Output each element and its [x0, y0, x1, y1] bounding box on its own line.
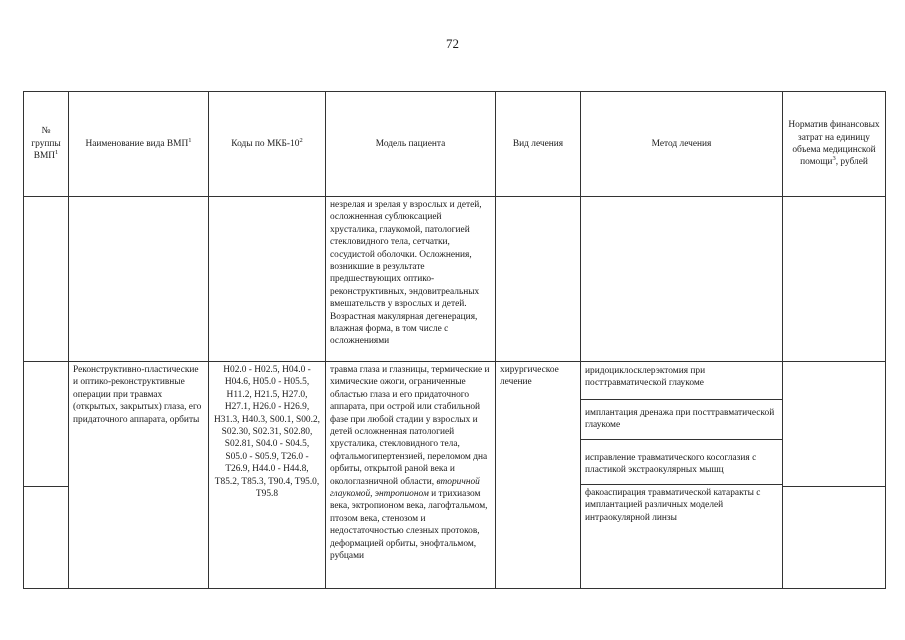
cell-financial-norm: [783, 362, 886, 589]
cell-treatment-methods: [581, 362, 783, 589]
header-row: [24, 92, 886, 197]
table-row-main: [24, 362, 886, 589]
header-treatment-type: Вид лечения: [496, 92, 581, 197]
cell-group-no: [24, 362, 69, 589]
method-item: исправление травматического косоглазия с пластикой экстраокулярных мышц: [581, 440, 782, 485]
cell-patient-model-continued: незрелая и зрелая у взрослых и детей, осложненная сублюксацией хрусталика, глаукомой, патологией стекловидного тела, сетчатки, сосудистой оболочки. Осложнения, возникшие в результате предшествующих оптико-реконструктивных, эндовитреальных вмешательств у взрослых и детей. Возрастная макулярная дегенерация, влажная форма, в том числе с осложнениями: [326, 197, 496, 362]
cell-empty: [496, 197, 581, 362]
cell-empty: [69, 197, 209, 362]
header-icd-codes: Коды по МКБ-$10^2$: [209, 92, 326, 197]
header-vmp-name: Наименование вида ВМП$^1$: [69, 92, 209, 197]
vmp-table: [23, 91, 886, 589]
cell-empty: [783, 197, 886, 362]
page-number: 72: [446, 36, 459, 51]
cell-vmp-name: Реконструктивно-пластические и оптико-реконструктивные операции при травмах (открытых, закрытых) глаза, его придаточного аппарата, орбиты: [69, 362, 209, 589]
header-treatment-method: Метод лечения: [581, 92, 783, 197]
cell-treatment-type: хирургическое лечение: [496, 362, 581, 589]
method-item: имплантация дренажа при посттравматической глаукоме: [581, 400, 782, 440]
method-item: иридоциклосклерэктомия при посттравматической глаукоме: [581, 362, 782, 400]
cell-empty: [24, 197, 69, 362]
cell-empty: [209, 197, 326, 362]
table-row-continued: [24, 197, 886, 362]
cell-patient-model: травма глаза и глазницы, термические и химические ожоги, ограниченные областью глаза и его придаточного аппарата, при острой или стабильной фазе при любой стадии у взрослых и детей осложненная патологией хрусталика, стекловидного тела, офтальмогипертензией, переломом дна орбиты, открытой раной века и окологлазничной области, вторичной глаукомой, энтропионом и трихиазом века, эктропионом века, лагофтальмом, птозом века, стенозом и недостаточностью слезных протоков, деформацией орбиты, энофтальмом, рубцами: [326, 362, 496, 589]
cell-icd-codes: H02.0 - H02.5, H04.0 - H04.6, H05.0 - H05.5, H11.2, H21.5, H27.0, H27.1, H26.0 - H26.9, H31.3, H40.3, S00.1, S00.2, S02.30, S02.31, S02.80, S02.81, S04.0 - S04.5, S05.0 - S05.9, T26.0 - T26.9, H44.0 - H44.8, T85.2, T85.3, T90.4, T95.0, T95.8: [209, 362, 326, 589]
header-financial-norm: Норматив финансовых затрат на единицу объема медицинской помощи$^3$, рублей: [783, 92, 886, 197]
header-group-no: № группы ВМП$^1$: [24, 92, 69, 197]
header-patient-model: Модель пациента: [326, 92, 496, 197]
cell-empty: [581, 197, 783, 362]
method-item: факоаспирация травматической катаракты с имплантацией различных моделей интраокулярной линзы: [585, 488, 761, 523]
